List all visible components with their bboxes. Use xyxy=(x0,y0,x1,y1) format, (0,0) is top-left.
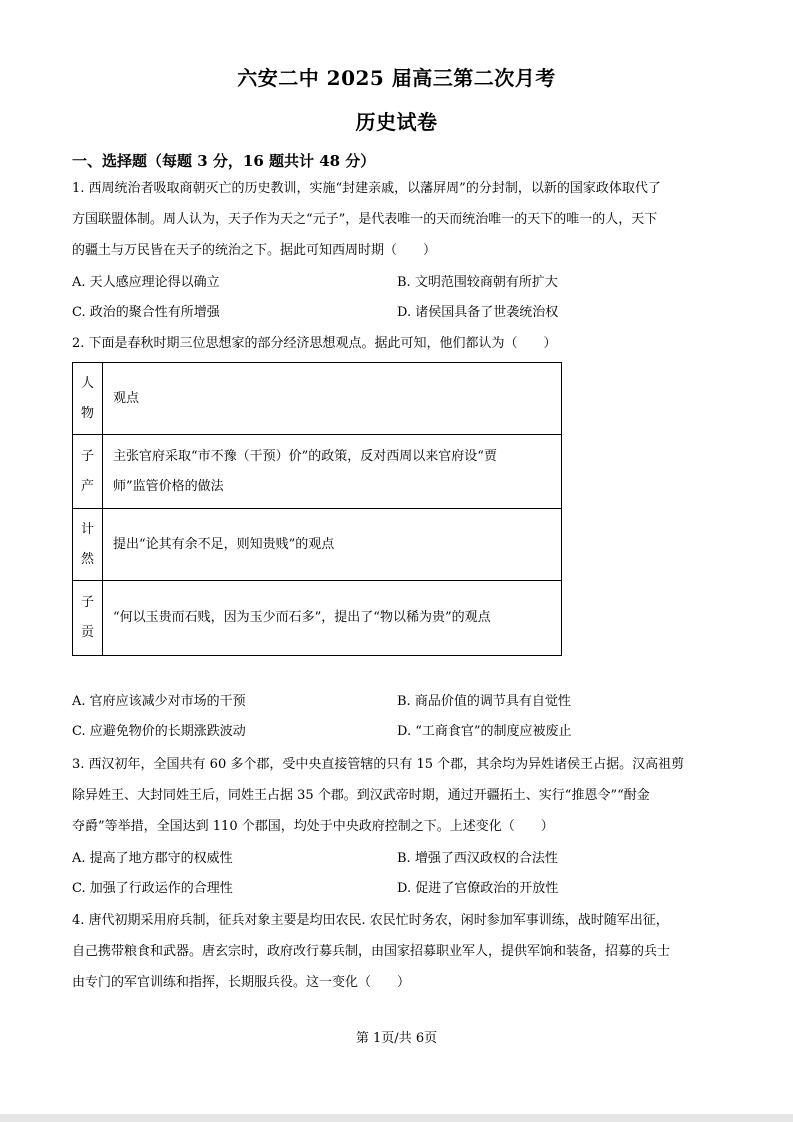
table-header-view: 观点 xyxy=(103,363,562,435)
section-title: 一、选择题（每题 3 分，16 题共计 48 分） xyxy=(72,152,376,170)
table-cell-view xyxy=(103,435,562,509)
q1-line: 1. 西周统治者吸取商朝灭亡的历史教训，实施“封建亲戚，以藩屏周”的分封制，以新的国家政体取代了 xyxy=(72,181,661,196)
page-footer: 第 1页/共 6页 xyxy=(355,1031,438,1046)
table-row xyxy=(73,581,562,656)
q2-table xyxy=(72,362,562,656)
table-cell-who xyxy=(73,435,103,509)
q3-option-a: A. 提高了地方郡守的权威性 xyxy=(72,851,233,866)
q2-stem: 2. 下面是春秋时期三位思想家的部分经济思想观点。据此可知，他们都认为（ ） xyxy=(72,336,557,351)
who-char: 产 xyxy=(80,478,94,494)
who-char: 计 xyxy=(80,521,94,537)
table-cell-who xyxy=(73,581,103,656)
q1-option-d: D. 诸侯国具备了世袭统治权 xyxy=(397,305,559,320)
q4-line: 4. 唐代初期采用府兵制，征兵对象主要是均田农民. 农民忙时务农，闲时参加军事训练，战时随军出征， xyxy=(72,913,669,928)
q3-option-c: C. 加强了行政运作的合理性 xyxy=(72,881,233,896)
q4-line: 由专门的军官训练和指挥，长期服兵役。这一变化（ ） xyxy=(72,975,411,990)
q4-line: 自己携带粮食和武器。唐玄宗时，政府改行募兵制，由国家招募职业军人，提供军饷和装备，招募的兵士 xyxy=(72,944,671,959)
who-char: 子 xyxy=(80,595,94,610)
table-row xyxy=(73,363,562,435)
q3-line: 3. 西汉初年，全国共有 60 多个郡，受中央直接管辖的只有 15 个郡，其余均为异姓诸侯王占据。汉高祖剪 xyxy=(72,757,685,772)
view-line: 主张官府采取“市不豫（干预）价”的政策，反对西周以来官府设“贾 xyxy=(113,448,497,464)
q3-line: 除异姓王、大封同姓王后，同姓王占据 35 个郡。到汉武帝时期，通过开疆拓土、实行“推恩令”“酎金 xyxy=(72,788,650,803)
table-cell-view xyxy=(103,509,562,581)
q2-option-b: B. 商品价值的调节具有自觉性 xyxy=(397,694,571,709)
q1-option-c: C. 政治的聚合性有所增强 xyxy=(72,305,220,320)
q1-line: 的疆土与万民皆在天子的统治之下。据此可知西周时期（ ） xyxy=(72,243,437,258)
table-header-who xyxy=(73,363,103,435)
who-char: 人 xyxy=(80,375,94,391)
view-line: 师”监管价格的做法 xyxy=(113,478,224,494)
q2-option-a: A. 官府应该减少对市场的干预 xyxy=(72,694,246,709)
page-title: 六安二中 2025 届高三第二次月考 xyxy=(237,66,556,90)
view-line: “何以玉贵而石贱，因为玉少而石多”，提出了“物以稀为贵”的观点 xyxy=(113,610,491,625)
table-cell-view xyxy=(103,581,562,656)
q3-option-b: B. 增强了西汉政权的合法性 xyxy=(397,851,558,866)
view-line: 提出“论其有余不足，则知贵贱”的观点 xyxy=(113,536,335,552)
q3-line: 夺爵”等举措，全国达到 110 个郡国，均处于中央政府控制之下。上述变化（ ） xyxy=(72,819,554,834)
q1-line: 方国联盟体制。周人认为，天子作为天之“元子”，是代表唯一的天而统治唯一的天下的唯一的人，天下 xyxy=(72,212,658,227)
q2-option-d: D. “工商食官”的制度应被废止 xyxy=(397,724,572,739)
q3-option-d: D. 促进了官僚政治的开放性 xyxy=(397,881,559,896)
table-row xyxy=(73,509,562,581)
page-subtitle: 历史试卷 xyxy=(355,110,438,134)
who-char: 然 xyxy=(80,551,94,567)
bottom-divider xyxy=(0,1114,793,1122)
table-row xyxy=(73,435,562,509)
q2-option-c: C. 应避免物价的长期涨跌波动 xyxy=(72,724,246,739)
table-cell-who xyxy=(73,509,103,581)
q1-option-b: B. 文明范围较商朝有所扩大 xyxy=(397,275,558,290)
q1-option-a: A. 天人感应理论得以确立 xyxy=(72,275,220,290)
who-char: 贡 xyxy=(80,625,94,640)
who-char: 物 xyxy=(80,405,94,421)
who-char: 子 xyxy=(80,448,94,464)
